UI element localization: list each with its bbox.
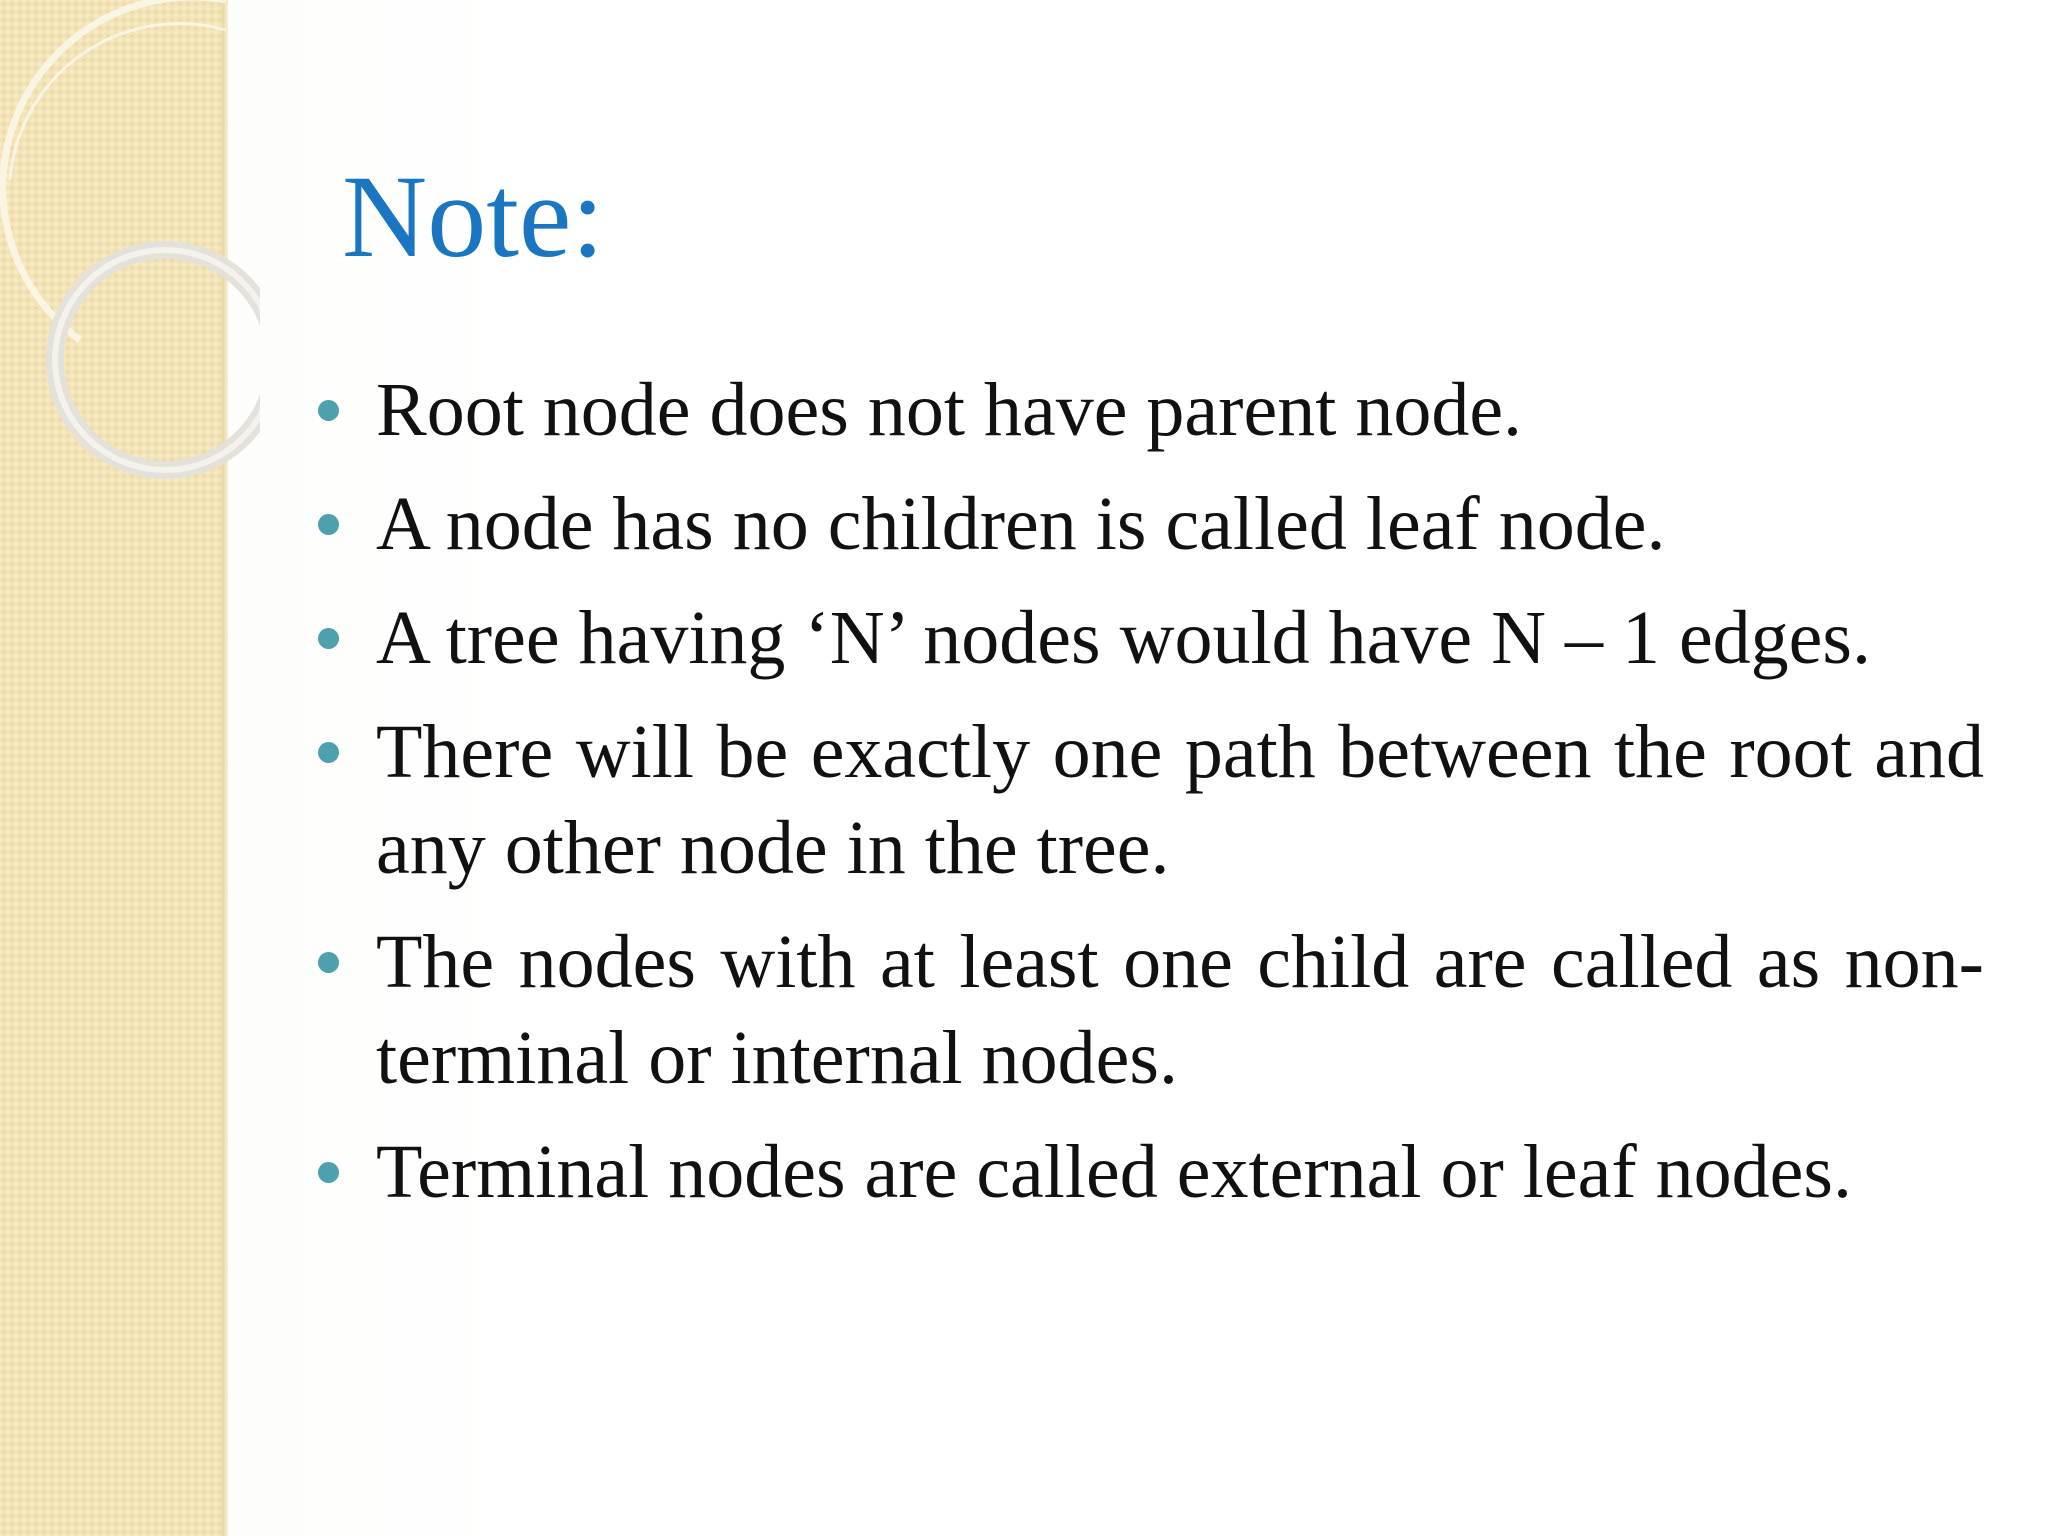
- bullet-text: Terminal nodes are called external or leaf nodes.: [376, 1130, 1852, 1214]
- decorative-rings: [0, 0, 260, 520]
- bullet-icon: [318, 952, 339, 973]
- bullet-list: [316, 362, 1984, 1238]
- bullet-text: The nodes with at least one child are called as non-terminal or internal nodes.: [376, 920, 1984, 1100]
- bullet-item: [316, 914, 1984, 1106]
- decorative-ring-large: [3, 0, 226, 340]
- bullet-icon: [318, 628, 339, 649]
- slide-title: Note:: [342, 151, 605, 282]
- bullet-item: [316, 1124, 1984, 1220]
- decorative-ring-highlight: [10, 24, 226, 180]
- bullet-icon: [318, 400, 339, 421]
- bullet-item: [316, 362, 1984, 458]
- bullet-item: [316, 590, 1984, 686]
- bullet-item: [316, 476, 1984, 572]
- bullet-text: A tree having ‘N’ nodes would have N – 1 edges.: [376, 596, 1871, 680]
- bullet-text: There will be exactly one path between the root and any other node in the tree.: [376, 710, 1984, 890]
- bullet-text: A node has no children is called leaf node.: [376, 482, 1666, 566]
- decorative-ring-small-inner: [55, 250, 260, 470]
- bullet-icon: [318, 742, 339, 763]
- bullet-icon: [318, 1162, 339, 1183]
- bullet-icon: [318, 514, 339, 535]
- bullet-text: Root node does not have parent node.: [376, 368, 1523, 452]
- bullet-item: [316, 704, 1984, 896]
